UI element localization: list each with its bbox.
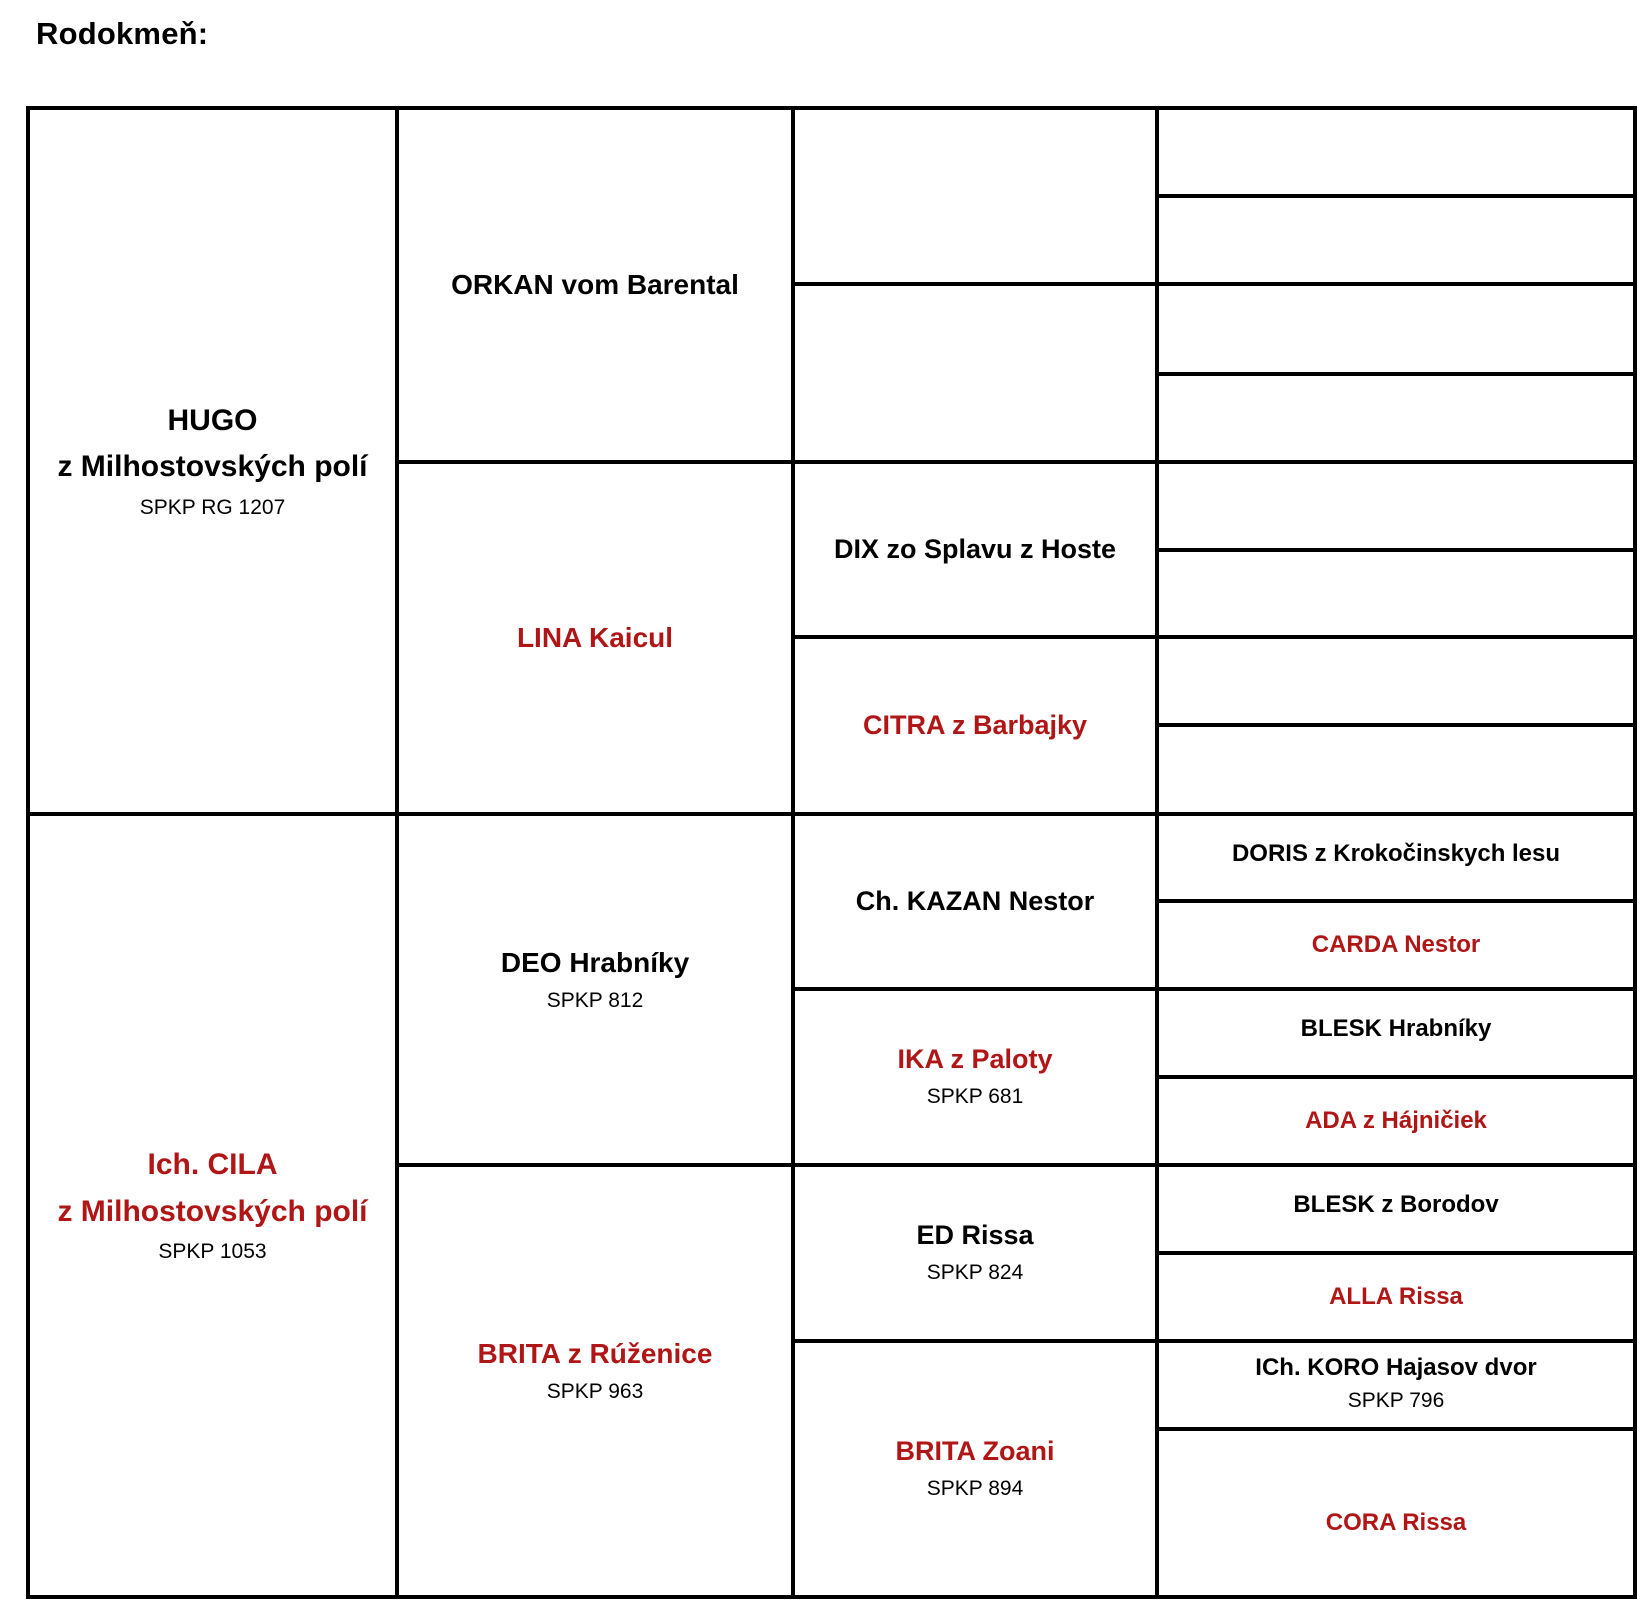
ancestor-name: ORKAN vom Barental [451, 269, 739, 300]
ancestor-name: LINA Kaicul [516, 622, 674, 653]
ancestor-registration: SPKP 796 [1347, 1389, 1445, 1413]
sire-name-line1: HUGO [167, 403, 258, 437]
ancestor-name: BRITA Zoani [895, 1436, 1055, 1467]
gen4-cell [1159, 816, 1633, 899]
gen2-cell [399, 816, 791, 1163]
ancestor-registration: SPKP 812 [546, 988, 644, 1012]
dam-cell [30, 816, 395, 1595]
gen4-cell [1159, 1079, 1633, 1163]
ancestor-name: ALLA Rissa [1329, 1283, 1463, 1310]
sire-name-line2: z Milhostovských polí [57, 450, 368, 484]
gen3-cell [795, 816, 1155, 987]
ancestor-name: BRITA z Rúženice [477, 1338, 713, 1370]
page-title: Rodokmeň: [36, 16, 209, 51]
ancestor-registration: SPKP 681 [926, 1084, 1024, 1108]
gen3-cell [795, 1343, 1155, 1595]
gen2-cell [399, 1167, 791, 1595]
ancestor-name: DORIS z Krokočinskych lesu [1231, 839, 1561, 867]
gen4-cell [1159, 1343, 1633, 1427]
gen4-cell [1159, 552, 1633, 635]
dam-registration: SPKP 1053 [158, 1240, 267, 1264]
gen4-cell [1159, 1431, 1633, 1595]
gen4-cell [1159, 198, 1633, 282]
ancestor-name: BLESK z Borodov [1293, 1191, 1499, 1218]
sire-registration: SPKP RG 1207 [139, 495, 286, 519]
ancestor-registration: SPKP 824 [926, 1260, 1024, 1284]
dam-name-line1: Ich. CILA [147, 1148, 278, 1182]
gen4-cell [1159, 286, 1633, 372]
ancestor-name: DIX zo Splavu z Hoste [833, 534, 1117, 565]
pedigree-table [26, 106, 1637, 1599]
ancestor-name: Ch. KAZAN Nestor [855, 886, 1095, 917]
gen4-cell [1159, 727, 1633, 812]
ancestor-name: CORA Rissa [1325, 1509, 1467, 1536]
sire-cell [30, 110, 395, 812]
gen4-cell [1159, 1167, 1633, 1251]
ancestor-name: CITRA z Barbajky [862, 710, 1088, 741]
gen4-cell [1159, 639, 1633, 723]
ancestor-registration: SPKP 963 [546, 1380, 644, 1404]
ancestor-name: BLESK Hrabníky [1300, 1015, 1492, 1042]
ancestor-name: ICh. KORO Hajasov dvor [1255, 1354, 1537, 1382]
dam-name-line2: z Milhostovských polí [57, 1194, 368, 1228]
ancestor-name: CARDA Nestor [1311, 931, 1481, 958]
gen3-cell [795, 1167, 1155, 1339]
gen4-cell [1159, 464, 1633, 548]
gen4-cell [1159, 903, 1633, 987]
gen4-cell [1159, 991, 1633, 1075]
ancestor-name: IKA z Paloty [897, 1044, 1053, 1075]
gen3-cell [795, 639, 1155, 812]
gen3-cell [795, 991, 1155, 1163]
ancestor-name: DEO Hrabníky [500, 946, 690, 978]
gen2-cell [399, 464, 791, 812]
ancestor-name: ED Rissa [916, 1220, 1034, 1251]
gen2-cell [399, 110, 791, 460]
ancestor-registration: SPKP 894 [926, 1476, 1024, 1500]
gen4-cell [1159, 110, 1633, 194]
gen3-cell [795, 286, 1155, 460]
gen3-cell [795, 464, 1155, 635]
gen3-cell [795, 110, 1155, 282]
gen4-cell [1159, 376, 1633, 460]
gen4-cell [1159, 1255, 1633, 1339]
ancestor-name: ADA z Hájničiek [1305, 1107, 1487, 1134]
